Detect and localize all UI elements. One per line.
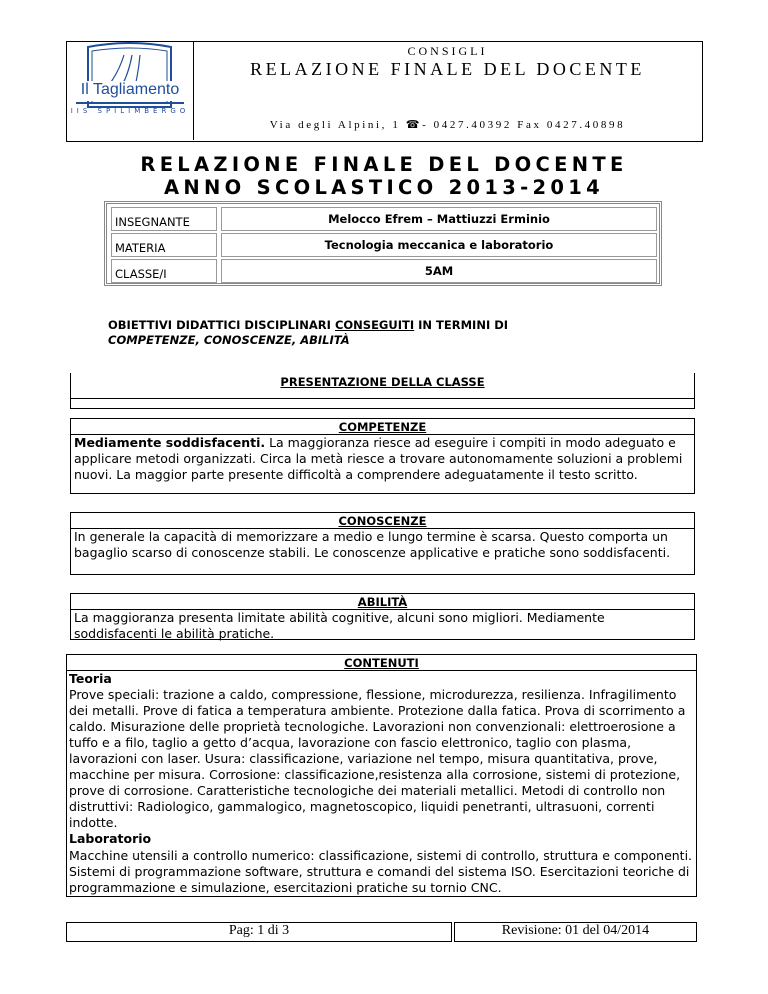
page-title-line2: ANNO SCOLASTICO 2013-2014 [164,176,604,199]
materia-label: MATERIA [111,233,217,257]
materia-value: Tecnologia meccanica e laboratorio [221,233,657,257]
laboratorio-label: Laboratorio [69,831,152,846]
competenze-body: La maggioranza riesce ad eseguire i compiti in modo adeguato e applicare metodi organizzati. Circa la metà riesce a trovare autonomamente soluzioni a problemi nuovi. La maggior parte presente difficoltà a comprendere adeguatamente il testo scritto. [74,435,683,482]
competenze-title: COMPETENZE [338,420,427,434]
page-title-line1: RELAZIONE FINALE DEL DOCENTE [140,153,628,176]
info-table [104,201,662,286]
objectives-heading [108,318,688,348]
conoscenze-title: CONOSCENZE [338,514,427,528]
laboratorio-text: Macchine utensili a controllo numerico: classificazione, sistemi di controllo, struttura e componenti. Sistemi di programmazione software, struttura e comandi del sistema ISO. Esercitazioni teoriche di programmazione e simulazione, esercitazioni pratiche su tornio CNC. [69,848,693,895]
presentazione-row [71,398,694,399]
page-title [60,153,708,199]
insegnante-value: Melocco Efrem – Mattiuzzi Erminio [221,207,657,231]
presentazione-box [70,373,695,409]
insegnante-label: INSEGNANTE [111,207,217,231]
objectives-underlined: CONSEGUITI [334,318,415,332]
conoscenze-box [70,512,695,575]
classe-label: CLASSE/I [111,259,217,283]
header-consigli: CONSIGLI [407,44,488,58]
abilita-title: ABILITÀ [357,595,408,609]
teoria-label: Teoria [69,671,112,686]
competenze-box [70,418,695,494]
objectives-part2: IN TERMINI DI [414,318,509,332]
header-address: Via degli Alpini, 1 ☎- 0427.40392 Fax 0427.40898 [269,119,626,131]
abilita-box [70,593,695,640]
objectives-line2: COMPETENZE, CONOSCENZE, ABILITÀ [108,333,350,347]
contenuti-body [67,670,696,896]
teoria-text: Prove speciali: trazione a caldo, compressione, flessione, microdurezza, resilienza. Infragilimento dei metalli. Prove di fatica a temperatura ambiente. Protezione dalla fatica. Prova di scorrimento a caldo. Misurazione delle proprietà tecnologiche. Lavorazioni non convenzionali: elettroerosione a tuffo e a filo, taglio a getto d’acqua, lavorazione con fascio elettronico, taglio con plasma, lavorazioni con laser. Usura: classificazione, variazione nel tempo, misura quantitativa, prove, macchine per misura. Corrosione: classificazione,resistenza alla corrosione, sistemi di protezione, prove di corrosione. Caratteristiche tecnologiche dei materiali metallici. Metodi di controllo non distruttivi: Radiologico, gammalogico, magnetoscopico, liquidi penetranti, ultrasuoni, correnti indotte. [69,687,686,830]
logo-name: Il Tagliamento [80,81,180,98]
presentazione-title: PRESENTAZIONE DELLA CLASSE [280,375,485,389]
footer-revision: Revisione: 01 del 04/2014 [454,922,697,942]
classe-value: 5AM [221,259,657,283]
contenuti-box [66,654,697,897]
competenze-lead: Mediamente soddisfacenti. [74,435,266,450]
logo-subtitle: IIS SPILIMBERGO [70,107,190,115]
footer-page: Pag: 1 di 3 [66,922,452,942]
contenuti-title: CONTENUTI [344,656,419,670]
objectives-part1: OBIETTIVI DIDATTICI DISCIPLINARI [108,318,335,332]
competenze-text [71,434,694,483]
header-title: RELAZIONE FINALE DEL DOCENTE [250,59,645,79]
logo-cell [66,41,194,140]
abilita-text: La maggioranza presenta limitate abilità cognitive, alcuni sono migliori. Mediamente soddisfacenti le abilità pratiche. [71,609,694,642]
conoscenze-text: In generale la capacità di memorizzare a medio e lungo termine è scarsa. Questo comporta un bagaglio scarso di conoscenze stabili. Le conoscenze applicative e pratiche sono soddisfacenti. [71,528,694,561]
logo-rule [76,102,184,104]
